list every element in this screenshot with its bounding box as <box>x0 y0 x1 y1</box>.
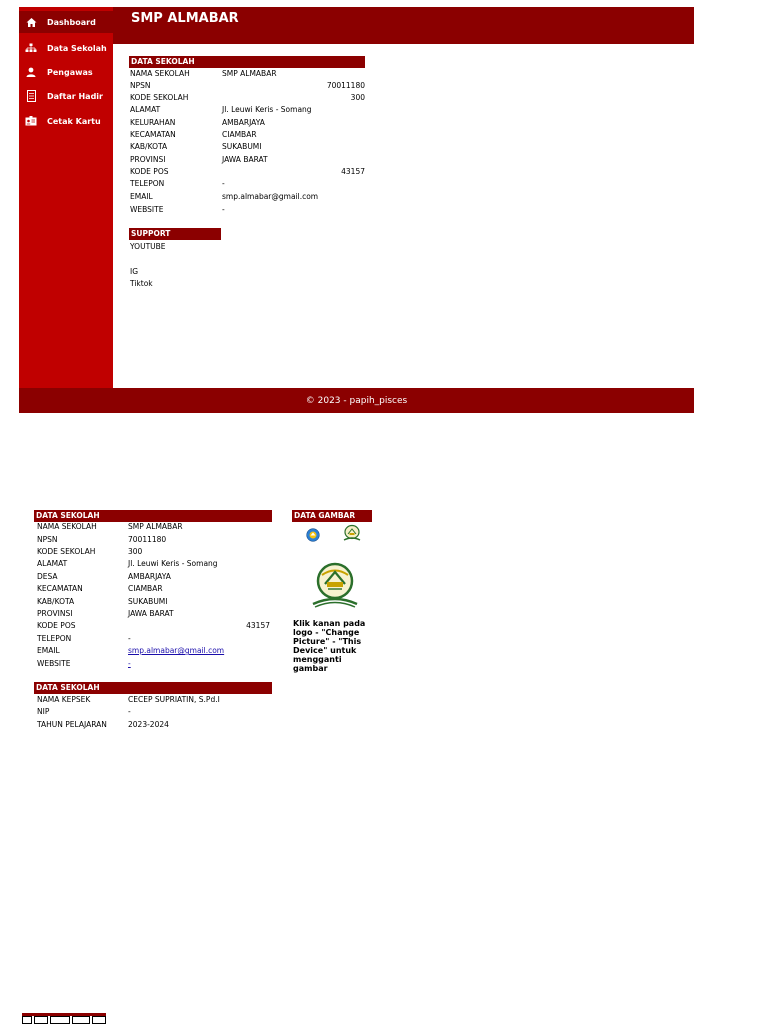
support-link-tiktok[interactable]: Tiktok <box>130 279 153 288</box>
table-cell[interactable] <box>34 1016 48 1024</box>
row-label: KODE POS <box>130 167 169 176</box>
sheet-row-label: KECAMATAN <box>37 584 83 593</box>
sheet-row-value[interactable]: - <box>128 634 131 643</box>
sidebar-item-pengawas[interactable] <box>19 61 113 83</box>
row-value: smp.almabar@gmail.com <box>222 192 319 201</box>
sheet-row-label: TELEPON <box>37 634 72 643</box>
sheet-row-label: TAHUN PELAJARAN <box>37 720 107 729</box>
sheet-row-value[interactable]: 300 <box>128 547 143 556</box>
sheet-row-value[interactable]: 70011180 <box>128 535 167 544</box>
section-header-support: SUPPORT <box>129 228 221 240</box>
row-value: SMP ALMABAR <box>222 69 277 78</box>
sidebar-item-label: Data Sekolah <box>47 43 107 53</box>
table-cell[interactable] <box>22 1016 32 1024</box>
school-emblem-small-icon[interactable] <box>342 524 362 542</box>
row-value: AMBARJAYA <box>222 118 265 127</box>
row-label: KELURAHAN <box>130 118 176 127</box>
row-label: KODE SEKOLAH <box>130 93 189 102</box>
row-label: ALAMAT <box>130 105 161 114</box>
website-link[interactable]: - <box>128 659 131 668</box>
row-value: - <box>222 179 225 188</box>
sheet-row-label: NAMA SEKOLAH <box>37 522 97 531</box>
table-cell[interactable] <box>50 1016 70 1024</box>
table-cell[interactable] <box>72 1016 90 1024</box>
row-value: 70011180 <box>326 81 365 90</box>
sheet-header-kepsek: DATA SEKOLAH <box>34 682 272 694</box>
sheet-row-value[interactable]: - <box>128 707 131 716</box>
id-card-icon <box>25 115 37 127</box>
row-value: 43157 <box>341 167 365 176</box>
sheet-row-value[interactable]: Jl. Leuwi Keris - Somang <box>128 559 218 568</box>
sheet-row-label: NPSN <box>37 535 58 544</box>
school-logo-large-icon[interactable] <box>310 562 360 608</box>
sheet-row-label: KAB/KOTA <box>37 597 75 606</box>
sheet-row-label: NAMA KEPSEK <box>37 695 91 704</box>
sheet-header-data-sekolah: DATA SEKOLAH <box>34 510 272 522</box>
support-link-youtube[interactable]: YOUTUBE <box>130 242 166 251</box>
row-value: CIAMBAR <box>222 130 257 139</box>
row-label: NPSN <box>130 81 151 90</box>
sheet-row-value[interactable]: 43157 <box>246 621 270 630</box>
change-picture-instructions: Klik kanan pada logo - "Change Picture" - "This Device" untuk mengganti gambar <box>293 619 366 673</box>
sheet-row-value[interactable]: JAWA BARAT <box>128 609 174 618</box>
sidebar-item-label: Cetak Kartu <box>47 116 101 126</box>
support-link-ig[interactable]: IG <box>130 267 139 276</box>
row-label: PROVINSI <box>130 155 166 164</box>
sheet-row-label: NIP <box>37 707 50 716</box>
section-header-data-sekolah: DATA SEKOLAH <box>129 56 365 68</box>
user-icon <box>25 66 37 78</box>
sidebar-item-label: Pengawas <box>47 67 93 77</box>
row-value: SUKABUMI <box>222 142 262 151</box>
sidebar-item-cetak-kartu[interactable] <box>19 110 113 132</box>
row-label: KAB/KOTA <box>130 142 168 151</box>
sheet-row-label: WEBSITE <box>37 659 71 668</box>
row-value: JAWA BARAT <box>222 155 268 164</box>
row-value: - <box>222 205 225 214</box>
sheet-row-label: PROVINSI <box>37 609 73 618</box>
email-link[interactable]: smp.almabar@gmail.com <box>128 646 225 655</box>
sidebar-item-label: Dashboard <box>47 17 96 27</box>
row-label: KECAMATAN <box>130 130 176 139</box>
sheet-header-data-gambar: DATA GAMBAR <box>292 510 372 522</box>
sidebar-item-label: Daftar Hadir <box>47 91 103 101</box>
document-icon <box>25 90 37 102</box>
sheet-row-value[interactable]: AMBARJAYA <box>128 572 171 581</box>
sidebar-item-data-sekolah[interactable] <box>19 37 113 59</box>
sitemap-icon <box>25 42 37 54</box>
home-icon <box>25 16 37 28</box>
row-label: TELEPON <box>130 179 165 188</box>
table-cell[interactable] <box>92 1016 106 1024</box>
row-value: 300 <box>350 93 365 102</box>
row-value: Jl. Leuwi Keris - Somang <box>222 105 312 114</box>
sheet-row-value[interactable]: CECEP SUPRIATIN, S.Pd.I <box>128 695 220 704</box>
row-label: WEBSITE <box>130 205 164 214</box>
sheet-row-value[interactable]: CIAMBAR <box>128 584 163 593</box>
mini-table <box>22 1013 106 1024</box>
sheet-row-label: KODE POS <box>37 621 76 630</box>
tut-wuri-handayani-logo-icon[interactable] <box>306 527 320 541</box>
sheet-row-value[interactable]: 2023-2024 <box>128 720 169 729</box>
sheet-row-label: KODE SEKOLAH <box>37 547 96 556</box>
sidebar-item-daftar-hadir[interactable] <box>19 85 113 107</box>
footer-copyright: © 2023 - papih_pisces <box>305 395 408 406</box>
row-label: EMAIL <box>130 192 153 201</box>
row-label: NAMA SEKOLAH <box>130 69 190 78</box>
page-title: SMP ALMABAR <box>131 11 239 26</box>
sheet-row-value[interactable]: SUKABUMI <box>128 597 168 606</box>
sheet-row-label: EMAIL <box>37 646 60 655</box>
sidebar-item-dashboard[interactable] <box>19 11 113 33</box>
sheet-row-label: DESA <box>37 572 58 581</box>
sheet-row-label: ALAMAT <box>37 559 68 568</box>
sheet-row-value[interactable]: SMP ALMABAR <box>128 522 183 531</box>
